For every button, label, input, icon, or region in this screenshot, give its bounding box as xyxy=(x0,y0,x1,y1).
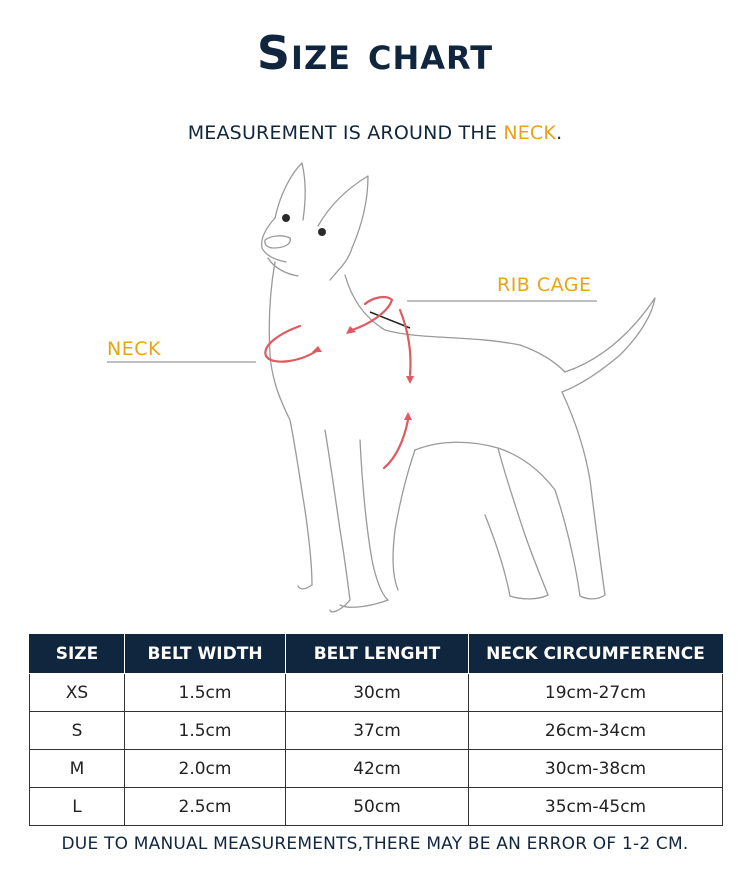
cell-neck-circumference: 26cm-34cm xyxy=(469,712,723,750)
page-title: Size chart xyxy=(256,26,494,80)
cell-belt-width: 1.5cm xyxy=(125,712,286,750)
rib-cage-label: RIB CAGE xyxy=(497,274,592,296)
subtitle-highlight: NECK xyxy=(503,122,557,144)
cell-neck-circumference: 19cm-27cm xyxy=(469,674,723,712)
header-size: SIZE xyxy=(30,635,125,674)
cell-belt-length: 30cm xyxy=(286,674,469,712)
table-row xyxy=(30,750,723,788)
header-belt-width: BELT WIDTH xyxy=(125,635,286,674)
disclaimer-text: DUE TO MANUAL MEASUREMENTS,THERE MAY BE AN ERROR OF 1-2 CM. xyxy=(61,834,689,854)
neck-label: NECK xyxy=(107,338,161,360)
cell-size: L xyxy=(30,788,125,826)
cell-size: S xyxy=(30,712,125,750)
subtitle-prefix: MEASUREMENT IS AROUND THE xyxy=(187,122,504,144)
cell-belt-width: 2.5cm xyxy=(125,788,286,826)
cell-belt-length: 37cm xyxy=(286,712,469,750)
table-row xyxy=(30,712,723,750)
cell-neck-circumference: 30cm-38cm xyxy=(469,750,723,788)
cell-belt-width: 1.5cm xyxy=(125,674,286,712)
table-header-row xyxy=(30,635,723,674)
table-row xyxy=(30,674,723,712)
cell-belt-length: 42cm xyxy=(286,750,469,788)
size-table xyxy=(29,634,723,826)
header-neck-circumference: NECK CIRCUMFERENCE xyxy=(469,635,723,674)
cell-belt-width: 2.0cm xyxy=(125,750,286,788)
cell-size: M xyxy=(30,750,125,788)
table-row xyxy=(30,788,723,826)
cell-belt-length: 50cm xyxy=(286,788,469,826)
subtitle xyxy=(0,122,750,144)
cell-neck-circumference: 35cm-45cm xyxy=(469,788,723,826)
subtitle-suffix: . xyxy=(556,122,563,144)
dog-illustration xyxy=(0,150,750,620)
header-belt-length: BELT LENGHT xyxy=(286,635,469,674)
cell-size: XS xyxy=(30,674,125,712)
